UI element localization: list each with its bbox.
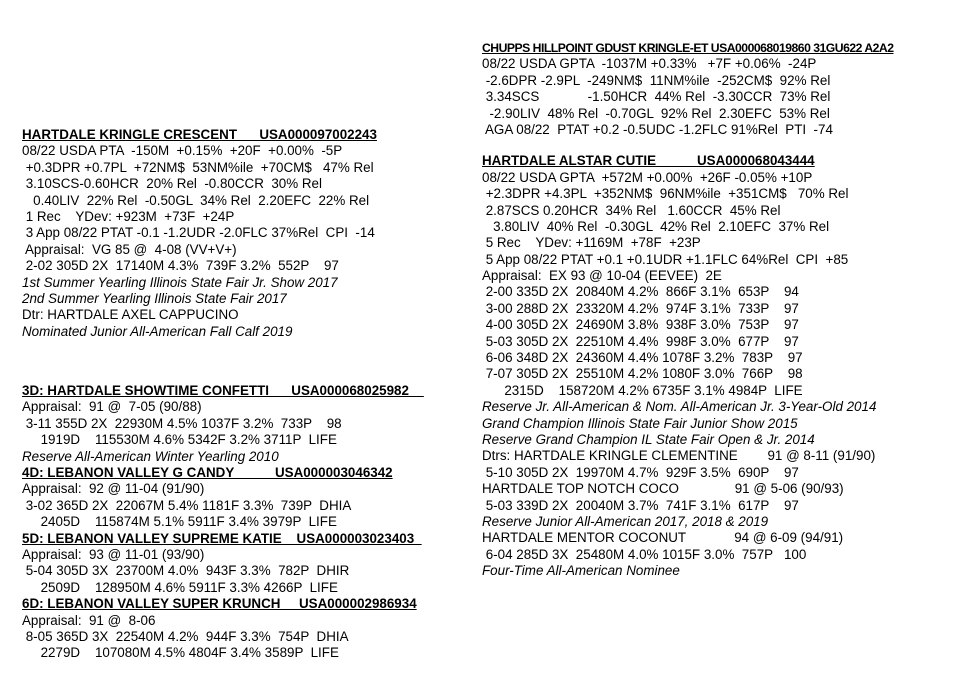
pedigree-line: 3-00 288D 2X 23320M 4.2% 974F 3.1% 733P 97	[482, 300, 799, 316]
pedigree-line: 2nd Summer Yearling Illinois State Fair 2017	[22, 290, 287, 306]
animal-heading: 6D: LEBANON VALLEY SUPER KRUNCH USA000002986934	[22, 596, 417, 612]
pedigree-line: HARTDALE MENTOR COCONUT 94 @ 6-09 (94/91)	[482, 530, 844, 546]
right-column	[482, 40, 942, 580]
pedigree-line: Reserve Junior All-American 2017, 2018 & 2019	[482, 513, 769, 529]
pedigree-block-krunch	[22, 596, 470, 662]
pedigree-block-crescent	[22, 127, 470, 340]
pedigree-line: 0.40LIV 22% Rel -0.50GL 34% Rel 2.20EFC 22% Rel	[22, 192, 370, 208]
animal-heading: 5D: LEBANON VALLEY SUPREME KATIE USA000003023403	[22, 530, 422, 546]
pedigree-line: 3.34SCS -1.50HCR 44% Rel -3.30CCR 73% Rel	[482, 89, 831, 105]
pedigree-block-cutie	[482, 153, 942, 579]
pedigree-block-confetti	[22, 383, 470, 465]
pedigree-line: Appraisal: EX 93 @ 10-04 (EEVEE) 2E	[482, 268, 722, 284]
pedigree-line: 1 Rec YDev: +923M +73F +24P	[22, 208, 235, 224]
pedigree-line: Appraisal: 91 @ 7-05 (90/88)	[22, 399, 202, 415]
pedigree-line: 8-05 365D 3X 22540M 4.2% 944F 3.3% 754P DHIA	[22, 628, 349, 644]
pedigree-line: 6-04 285D 3X 25480M 4.0% 1015F 3.0% 757P 100	[482, 546, 807, 562]
pedigree-line: 4-00 305D 2X 24690M 3.8% 938F 3.0% 753P 97	[482, 317, 799, 333]
pedigree-block-gcandy	[22, 465, 470, 531]
pedigree-line: 2-00 335D 2X 20840M 4.2% 866F 3.1% 653P 94	[482, 284, 799, 300]
pedigree-line: 2279D 107080M 4.5% 4804F 3.4% 3589P LIFE	[22, 645, 339, 661]
pedigree-line: +0.3DPR +0.7PL +72NM$ 53NM%ile +70CM$ 47% Rel	[22, 159, 374, 175]
pedigree-line: 2315D 158720M 4.2% 6735F 3.1% 4984P LIFE	[482, 382, 803, 398]
pedigree-line: 3-02 365D 2X 22067M 5.4% 1181F 3.3% 739P DHIA	[22, 497, 352, 513]
pedigree-line: 7-07 305D 2X 25510M 4.2% 1080F 3.0% 766P 98	[482, 366, 803, 382]
pedigree-line: Reserve Jr. All-American & Nom. All-American Jr. 3-Year-Old 2014	[482, 399, 877, 415]
pedigree-line: 1919D 115530M 4.6% 5342F 3.2% 3711P LIFE	[22, 432, 337, 448]
pedigree-line: Four-Time All-American Nominee	[482, 563, 680, 579]
pedigree-line: 3 App 08/22 PTAT -0.1 -1.2UDR -2.0FLC 37%Rel CPI -14	[22, 225, 375, 241]
animal-heading: 4D: LEBANON VALLEY G CANDY USA000003046342	[22, 465, 393, 481]
pedigree-line: HARTDALE TOP NOTCH COCO 91 @ 5-06 (90/93)	[482, 481, 844, 497]
pedigree-line: 1st Summer Yearling Illinois State Fair Jr. Show 2017	[22, 274, 338, 290]
pedigree-block-katie	[22, 531, 470, 597]
pedigree-line: 3-11 355D 2X 22930M 4.5% 1037F 3.2% 733P 98	[22, 415, 342, 431]
pedigree-line: 6-06 348D 2X 24360M 4.4% 1078F 3.2% 783P 97	[482, 350, 803, 366]
pedigree-line: 08/22 USDA GPTA +572M +0.00% +26F -0.05% +10P	[482, 169, 813, 185]
pedigree-line: Nominated Junior All-American Fall Calf 2019	[22, 323, 293, 339]
animal-heading: HARTDALE KRINGLE CRESCENT USA000097002243	[22, 127, 377, 142]
pedigree-line: 08/22 USDA GPTA -1037M +0.33% +7F +0.06% -24P	[482, 56, 817, 72]
pedigree-line: Appraisal: VG 85 @ 4-08 (VV+V+)	[22, 241, 237, 257]
pedigree-block-chupps	[482, 40, 942, 138]
pedigree-line: Appraisal: 93 @ 11-01 (93/90)	[22, 546, 205, 562]
pedigree-line: Appraisal: 92 @ 11-04 (91/90)	[22, 481, 205, 497]
pedigree-line: 5-03 305D 2X 22510M 4.4% 998F 3.0% 677P 97	[482, 333, 799, 349]
pedigree-line: -2.6DPR -2.9PL -249NM$ 11NM%ile -252CM$ 92% Rel	[482, 72, 831, 88]
pedigree-line: 08/22 USDA PTA -150M +0.15% +20F +0.00% -5P	[22, 143, 343, 159]
pedigree-line: 2509D 128950M 4.6% 5911F 3.3% 4266P LIFE	[22, 579, 338, 595]
pedigree-line: AGA 08/22 PTAT +0.2 -0.5UDC -1.2FLC 91%Rel PTI -74	[482, 121, 833, 137]
pedigree-line: 5-04 305D 3X 23700M 4.0% 943F 3.3% 782P DHIR	[22, 563, 350, 579]
left-column	[22, 127, 470, 662]
pedigree-line: +2.3DPR +4.3PL +352NM$ 96NM%ile +351CM$ 70% Rel	[482, 186, 849, 202]
pedigree-line: 2405D 115874M 5.1% 5911F 3.4% 3979P LIFE	[22, 514, 337, 530]
pedigree-line: Dtrs: HARTDALE KRINGLE CLEMENTINE 91 @ 8-11 (91/90)	[482, 448, 876, 464]
pedigree-line: 2.87SCS 0.20HCR 34% Rel 1.60CCR 45% Rel	[482, 202, 781, 218]
pedigree-line: -2.90LIV 48% Rel -0.70GL 92% Rel 2.30EFC 53% Rel	[482, 105, 830, 121]
pedigree-line: 5-03 339D 2X 20040M 3.7% 741F 3.1% 617P 97	[482, 497, 799, 513]
pedigree-line: 2-02 305D 2X 17140M 4.3% 739F 3.2% 552P 97	[22, 258, 339, 274]
pedigree-line: Appraisal: 91 @ 8-06	[22, 612, 156, 628]
animal-heading: HARTDALE ALSTAR CUTIE USA000068043444	[482, 153, 815, 169]
pedigree-line: Reserve All-American Winter Yearling 2010	[22, 448, 279, 464]
pedigree-line: 3.80LIV 40% Rel -0.30GL 42% Rel 2.10EFC 37% Rel	[482, 218, 830, 234]
pedigree-line: Reserve Grand Champion IL State Fair Open & Jr. 2014	[482, 431, 815, 447]
pedigree-line: 5-10 305D 2X 19970M 4.7% 929F 3.5% 690P 97	[482, 464, 799, 480]
pedigree-line: 5 Rec YDev: +1169M +78F +23P	[482, 235, 701, 251]
pedigree-line: 5 App 08/22 PTAT +0.1 +0.1UDR +1.1FLC 64%Rel CPI +85	[482, 251, 849, 267]
animal-heading: CHUPPS HILLPOINT GDUST KRINGLE-ET USA000068019860 31GU622 A2A2	[482, 41, 894, 55]
pedigree-line: 3.10SCS-0.60HCR 20% Rel -0.80CCR 30% Rel	[22, 176, 322, 192]
pedigree-line: Grand Champion Illinois State Fair Junior Show 2015	[482, 415, 798, 431]
animal-heading: 3D: HARTDALE SHOWTIME CONFETTI USA000068025982	[22, 383, 424, 399]
pedigree-line: Dtr: HARTDALE AXEL CAPPUCINO	[22, 307, 239, 323]
